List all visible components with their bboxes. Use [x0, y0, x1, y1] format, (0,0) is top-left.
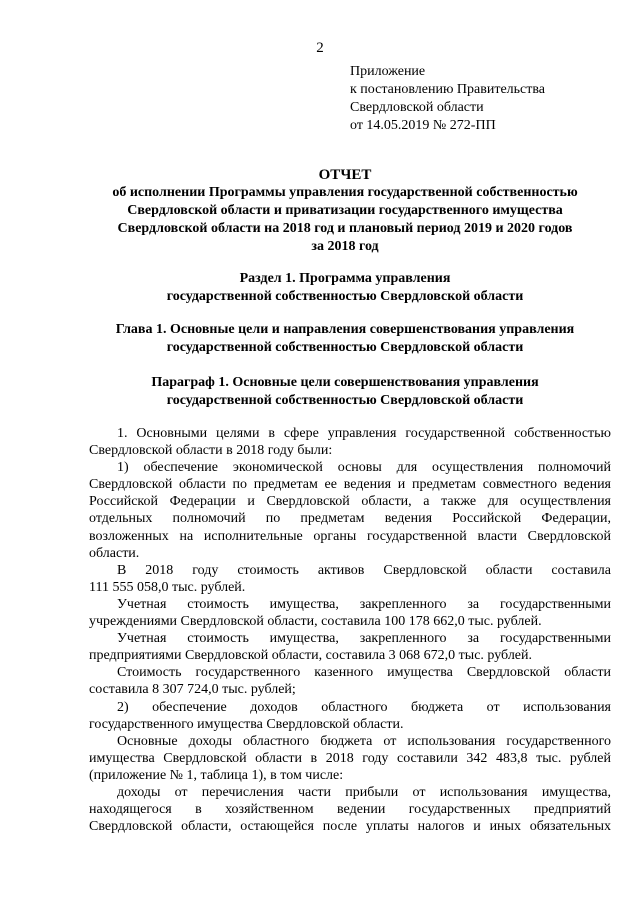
body-line: Основные доходы областного бюджета от использования государственного — [117, 733, 611, 749]
paragraph-heading — [80, 374, 610, 410]
paragraph-line: государственной собственностью Свердловской области — [166, 393, 524, 408]
body-line: Учетная стоимость имущества, закрепленного за государственными — [117, 596, 611, 612]
body-line: 1) обеспечение экономической основы для осуществления полномочий — [117, 460, 611, 476]
body-line: 111 555 058,0 тыс. рублей. — [89, 579, 246, 595]
appendix-header — [350, 63, 620, 135]
body-line: 1. Основными целями в сфере управления государственной собственностью — [117, 426, 611, 441]
body-line: области. — [89, 545, 140, 561]
title-line: за 2018 год — [311, 239, 379, 254]
body-line: Свердловской области в 2018 году были: — [89, 443, 333, 459]
body-line: предприятиями Свердловской области, составила 3 068 672,0 тыс. рублей. — [89, 648, 533, 664]
title-line: Свердловской области и приватизации государственного имущества — [127, 203, 563, 218]
appendix-line: Приложение — [350, 64, 426, 79]
chapter-heading — [80, 321, 610, 357]
section-line: Раздел 1. Программа управления — [239, 271, 451, 286]
body-line: Учетная стоимость имущества, закрепленного за государственными — [117, 631, 611, 647]
appendix-line: Свердловской области — [350, 100, 484, 115]
body-line: возложенных на исполнительные органы государственной власти Свердловской — [89, 528, 611, 544]
body-line: Свердловской области по предметам ее ведения и предметам совместного ведения — [89, 477, 611, 493]
body-line: имущества Свердловской области в 2018 году составили 342 483,8 тыс. рублей — [89, 750, 611, 766]
appendix-line: от 14.05.2019 № 272-ПП — [350, 118, 496, 133]
chapter-line: государственной собственностью Свердловской области — [166, 340, 524, 355]
appendix-line: к постановлению Правительства — [350, 82, 546, 97]
body-line: составила 8 307 724,0 тыс. рублей; — [89, 682, 296, 698]
body-line: отдельных полномочий по предметам ведения Российской Федерации, — [89, 511, 611, 527]
chapter-line: Глава 1. Основные цели и направления совершенствования управления — [115, 322, 575, 337]
body-line: В 2018 году стоимость активов Свердловской области составила — [117, 562, 611, 578]
body-line: Свердловской области, остающейся после уплаты налогов и иных обязательных — [89, 819, 611, 835]
section-heading — [80, 270, 610, 306]
title-line: Свердловской области на 2018 год и плановый период 2019 и 2020 годов — [117, 221, 573, 236]
body-line: учреждениями Свердловской области, составила 100 178 662,0 тыс. рублей. — [89, 614, 542, 630]
body-line: доходы от перечисления части прибыли от использования имущества, — [117, 784, 611, 800]
body-line: находящегося в хозяйственном ведении государственных предприятий — [89, 802, 611, 818]
body-line: Стоимость государственного казенного имущества Свердловской области — [117, 665, 611, 681]
body-line: государственного имущества Свердловской области. — [89, 716, 404, 732]
page-number: 2 — [316, 40, 324, 56]
body-line: Российской Федерации и Свердловской области, а также для осуществления — [89, 494, 611, 510]
paragraph-line: Параграф 1. Основные цели совершенствования управления — [151, 375, 539, 390]
report-title — [80, 166, 610, 256]
title-line: ОТЧЕТ — [318, 167, 372, 183]
title-line: об исполнении Программы управления государственной собственностью — [112, 185, 578, 200]
section-line: государственной собственностью Свердловской области — [166, 289, 524, 304]
body-text — [89, 425, 611, 835]
body-line: 2) обеспечение доходов областного бюджета от использования — [117, 699, 611, 715]
body-line: (приложение № 1, таблица 1), в том числе: — [89, 767, 344, 783]
